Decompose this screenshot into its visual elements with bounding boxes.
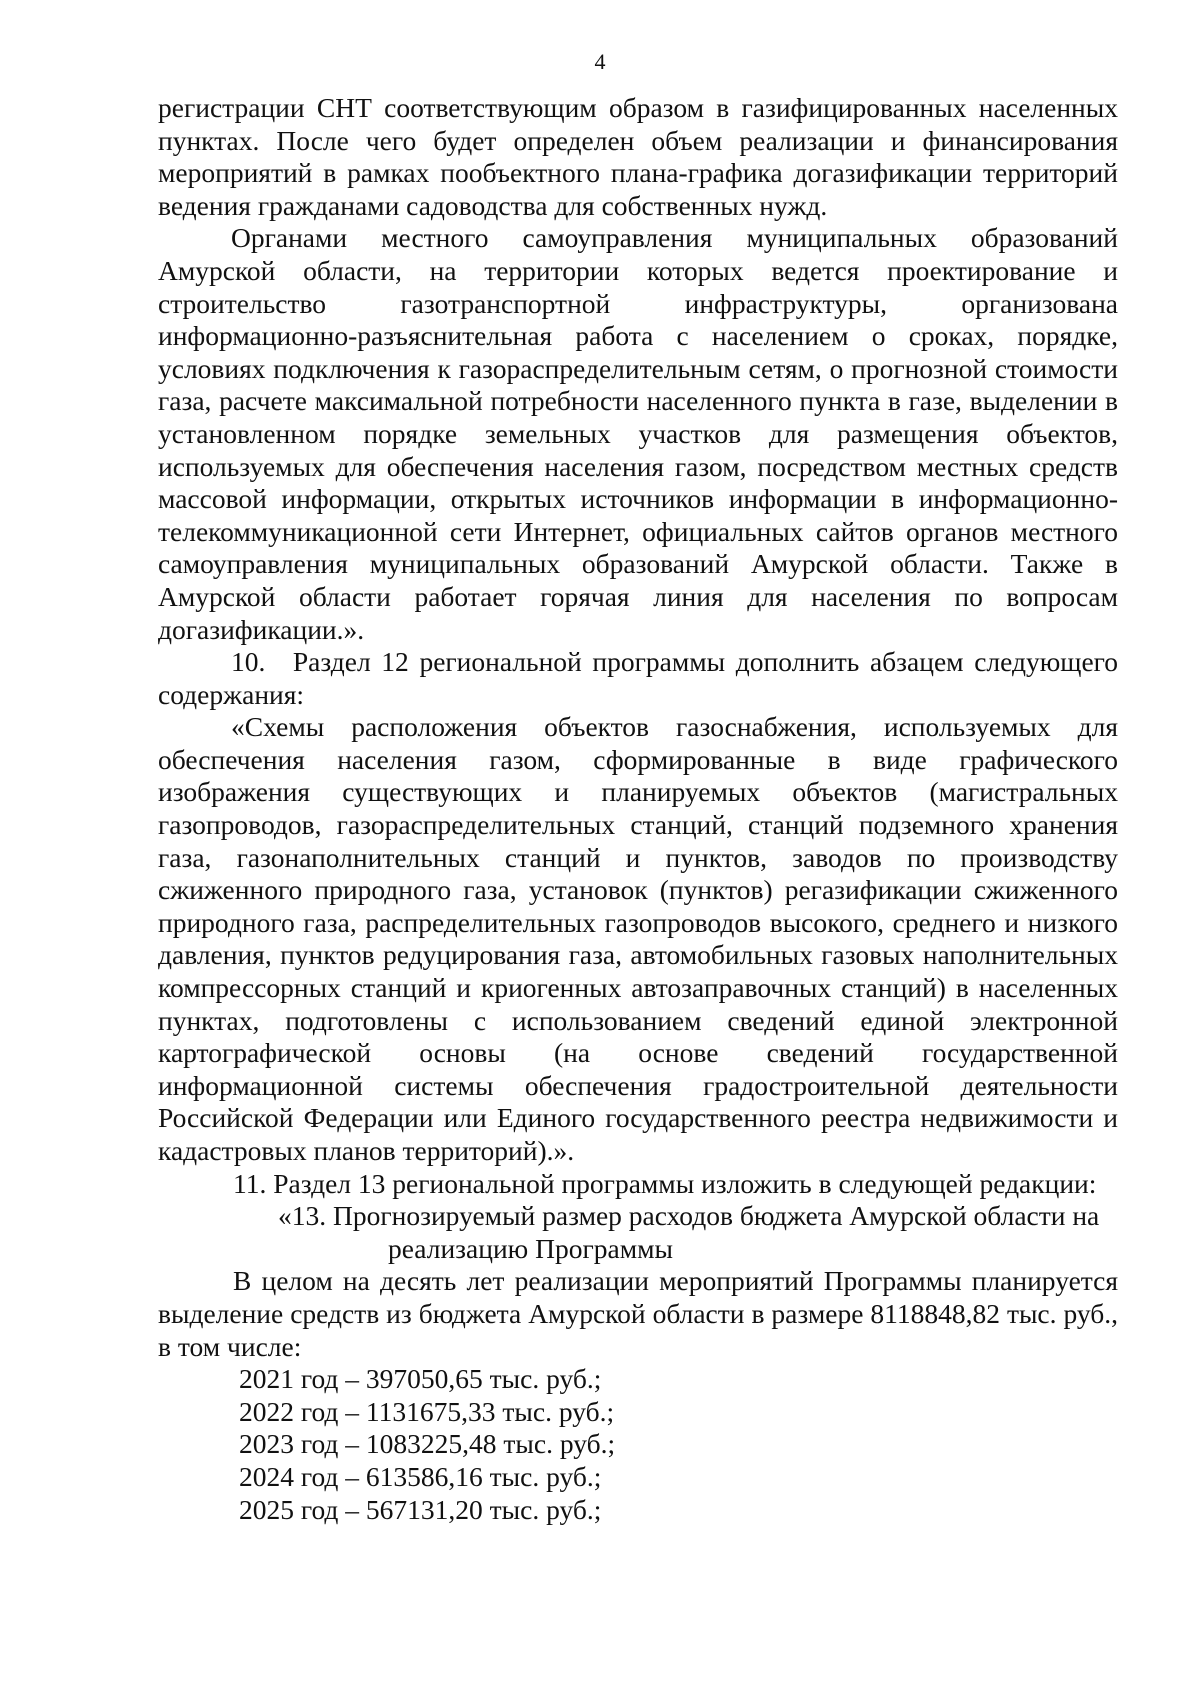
paragraph-budget-total: В целом на десять лет реализации мероприятий Программы планируется выделение средств из бюджета Амурской области в размере 8118848,82 тыс. руб., в том числе: [158, 1265, 1118, 1362]
budget-year-item: 2024 год – 613586,16 тыс. руб.; [239, 1460, 602, 1492]
section-13-title-line-2: реализацию Программы [388, 1232, 673, 1264]
paragraph-item-10: 10. Раздел 12 региональной программы дополнить абзацем следующего содержания: [158, 646, 1118, 710]
paragraph-snt-registration: регистрации СНТ соответствующим образом в газифицированных населенных пунктах. После чего будет определен объем реализации и финансирования мероприятий в рамках пообъектного плана-графика догазификации территорий ведения гражданами садоводства для собственных нужд. [158, 92, 1118, 221]
section-13-title: «13. Прогнозируемый размер расходов бюджета Амурской области на [278, 1200, 1100, 1232]
budget-year-item: 2021 год – 397050,65 тыс. руб.; [239, 1363, 602, 1395]
page-number: 4 [594, 49, 606, 74]
paragraph-local-government: Органами местного самоуправления муниципальных образований Амурской области, на территории которых ведется проектирование и строительство газотранспортной инфраструктуры, организована информационно-разъяснительная работа с населением о сроках, порядке, условиях подключения к газораспределительным сетям, о прогнозной стоимости газа, расчете максимальной потребности населенного пункта в газе, выделении в установленном порядке земельных участков для размещения объектов, используемых для обеспечения населения газом, посредством местных средств массовой информации, открытых источников информации в информационно-телекоммуникационной сети Интернет, официальных сайтов органов местного самоуправления муниципальных образований Амурской области. Также в Амурской области работает горячая линия для населения по вопросам догазификации.». [158, 222, 1118, 645]
paragraph-item-11: 11. Раздел 13 региональной программы изложить в следующей редакции: [233, 1167, 1097, 1199]
document-body [158, 92, 1118, 1526]
budget-years-list [158, 1363, 1118, 1526]
paragraph-gas-schemes: «Схемы расположения объектов газоснабжения, используемых для обеспечения населения газом, сформированные в виде графического изображения существующих и планируемых объектов (магистральных газопроводов, газораспределительных станций, станций подземного хранения газа, газонаполнительных станций и пунктов, заводов по производству сжиженного природного газа, установок (пунктов) регазификации сжиженного природного газа, распределительных газопроводов высокого, среднего и низкого давления, пунктов редуцирования газа, автомобильных газовых наполнительных компрессорных станций и криогенных автозаправочных станций) в населенных пунктах, подготовлены с использованием сведений единой электронной картографической основы (на основе сведений государственной информационной системы обеспечения градостроительной деятельности Российской Федерации или Единого государственного реестра недвижимости и кадастровых планов территорий).». [158, 711, 1118, 1166]
budget-year-item: 2025 год – 567131,20 тыс. руб.; [239, 1493, 602, 1525]
budget-year-item: 2022 год – 1131675,33 тыс. руб.; [239, 1395, 615, 1427]
budget-year-item: 2023 год – 1083225,48 тыс. руб.; [239, 1428, 616, 1460]
